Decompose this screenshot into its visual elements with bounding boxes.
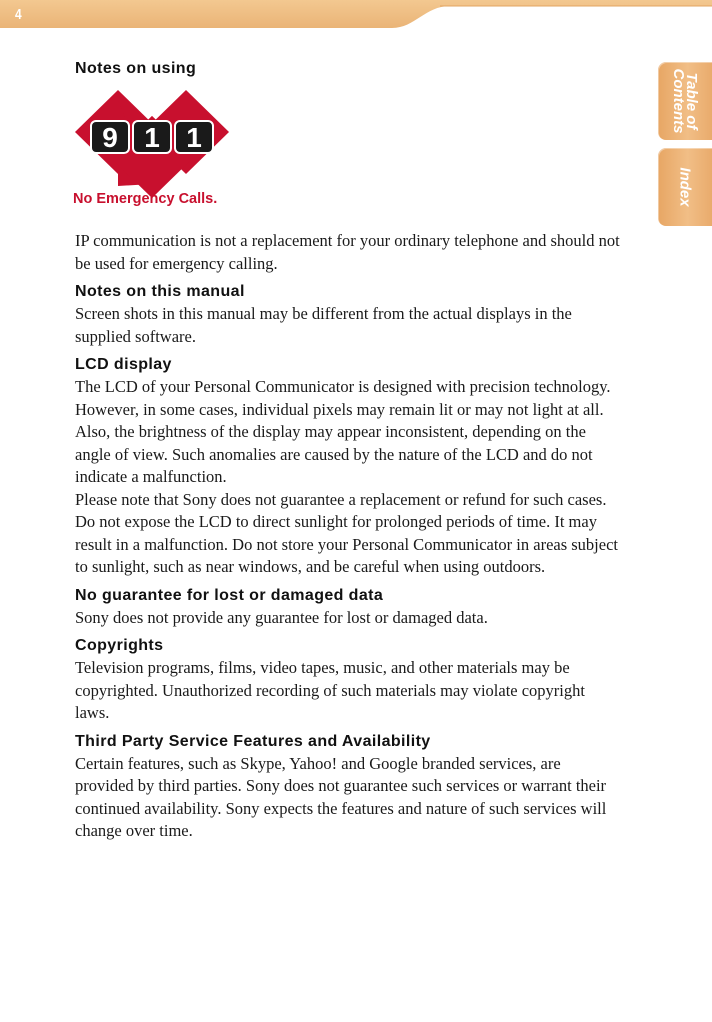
- section-paragraph: IP communication is not a replacement for your ordinary telephone and should not be used for emergency calling.: [75, 231, 620, 273]
- section-third-party: [75, 731, 620, 843]
- logo-digit: 1: [144, 122, 160, 153]
- page-number: 4: [15, 6, 22, 23]
- header-band: [0, 0, 712, 30]
- section-heading: Notes on using: [75, 60, 197, 77]
- section-paragraph: Television programs, films, video tapes, music, and other materials may be copyrighted. Unauthorized recording of such materials may violate copyright laws.: [75, 658, 585, 722]
- page-content: [75, 58, 620, 843]
- section-paragraph: Sony does not provide any guarantee for lost or damaged data.: [75, 607, 488, 627]
- section-heading: No guarantee for lost or damaged data: [75, 586, 384, 604]
- logo-digit: 9: [102, 122, 118, 153]
- logo-caption: No Emergency Calls.: [73, 191, 218, 207]
- index-tab-label: Index: [676, 167, 694, 207]
- section-paragraph: Do not expose the LCD to direct sunlight for prolonged periods of time. It may result in a malfunction. Do not store your Personal Communicator in areas subject to sunlight, such as near windows, and be careful when using outdoors.: [75, 512, 619, 576]
- section-notes-on-manual: [75, 281, 620, 348]
- section-paragraph: Certain features, such as Skype, Yahoo! and Google branded services, are provided by third parties. Sony does not guarantee such services or warrant their continued availability. Sony expects the features and nature of such services will change over time.: [75, 753, 607, 840]
- section-copyrights: [75, 635, 620, 725]
- no-911-emergency-icon: [73, 88, 233, 210]
- section-paragraph: Screen shots in this manual may be different from the actual displays in the supplied software.: [75, 304, 572, 346]
- table-of-contents-tab[interactable]: [658, 62, 712, 140]
- section-paragraph: Please note that Sony does not guarantee a replacement or refund for such cases.: [75, 489, 607, 509]
- logo-digit: 1: [186, 122, 202, 153]
- section-heading: Third Party Service Features and Availability: [75, 732, 431, 750]
- section-heading: Notes on this manual: [75, 283, 245, 300]
- section-paragraph: The LCD of your Personal Communicator is designed with precision technology. However, in some cases, individual pixels may remain lit or may not light at all. Also, the brightness of the display may appear inconsistent, depending on the angle of view. Such anomalies are caused by the nature of the LCD and do not indicate a malfunction.: [75, 377, 611, 486]
- section-heading: Copyrights: [75, 637, 164, 654]
- section-notes-on-using: [75, 58, 620, 275]
- section-no-guarantee: [75, 585, 620, 630]
- section-heading: LCD display: [75, 356, 172, 373]
- index-tab[interactable]: [658, 148, 712, 226]
- section-lcd-display: [75, 354, 620, 579]
- table-of-contents-tab-label: Table of Contents: [670, 68, 700, 134]
